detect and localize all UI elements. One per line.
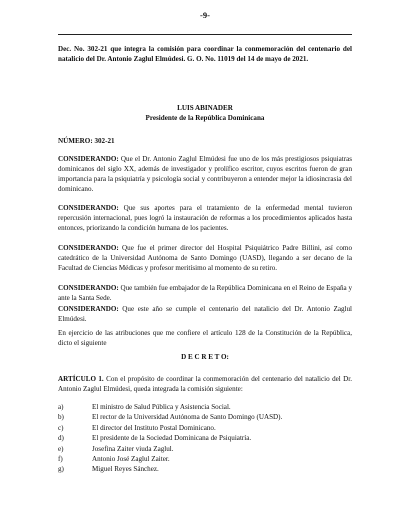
article-label: ARTÍCULO 1. [58,375,104,383]
considerando-label: CONSIDERANDO: [58,284,119,292]
considerando-4 [58,283,352,303]
item-text: Antonio José Zaglul Zaiter. [92,455,170,464]
article-text: Con el propósito de coordinar la conmemoración del centenario del natalicio del Dr. Antonio Zaglul Elmúdesi, queda integrada la comisión siguiente: [58,375,353,393]
item-letter: g) [58,465,64,474]
considerando-text: Que también fue embajador de la República Dominicana en el Reino de España y ante la Santa Sede. [58,284,352,302]
considerando-2 [58,203,352,233]
item-letter: f) [58,455,63,464]
item-text: El rector de la Universidad Autónoma de Santo Domingo (UASD). [92,413,283,422]
article-1 [58,374,352,394]
list-item [58,412,352,422]
item-text: El director del Instituto Postal Dominicano. [92,423,216,432]
item-letter: a) [58,403,64,411]
considerando-label: CONSIDERANDO: [58,305,119,313]
considerando-3 [58,243,352,273]
considerando-text: Que sus aportes para el tratamiento de la enfermedad mental tuvieron repercusión internacional, pues logró la instauración de reformas a los procedimientos aplicados hasta entonces, priorizando la condición humana de los pacientes. [58,204,352,232]
item-text: El presidente de la Sociedad Dominicana de Psiquiatría. [92,434,252,443]
commission-members [58,402,352,475]
signer-name: LUIS ABINADER [177,104,233,112]
item-letter: b) [58,413,64,422]
considerando-label: CONSIDERANDO: [58,155,119,163]
list-item [58,423,352,433]
item-letter: d) [58,434,64,443]
item-text: Josefina Zaiter viuda Zaglul. [92,444,174,453]
considerando-1 [58,154,352,194]
considerando-text: Que fue el primer director del Hospital Psiquiátrico Padre Billini, así como catedrático de la Universidad Autónoma de Santo Domingo (UASD), llegando a ser decano de la Facultad de Ciencias Médicas y profesor meritísimo al momento de su retiro. [58,244,352,272]
decree-number: NÚMERO: 302-21 [58,137,115,145]
item-text: Miguel Reyes Sánchez. [92,465,159,474]
decree-title: Dec. No. 302-21 que integra la comisión para coordinar la conmemoración del centenario del natalicio del Dr. Antonio Zaglul Elmúdesi. G. O. No. 11019 del 14 de mayo de 2021. [58,45,352,63]
page-number: -9- [200,10,210,20]
header-rule [58,34,352,35]
members-list [58,402,352,475]
considerando-5 [58,304,352,324]
item-text: El ministro de Salud Pública y Asistencia Social. [92,403,231,411]
list-item [58,454,352,464]
list-item [58,464,352,474]
decree-heading: D E C R E T O: [181,353,229,361]
list-item [58,402,352,412]
list-item [58,444,352,454]
list-item [58,433,352,443]
considerando-text: Que este año se cumple el centenario del natalicio del Dr. Antonio Zaglul Elmúdesi. [58,305,352,323]
item-letter: c) [58,423,64,432]
considerando-label: CONSIDERANDO: [58,244,119,252]
considerando-text: Que el Dr. Antonio Zaglul Elmúdesi fue uno de los más prestigiosos psiquiatras dominicanos del siglo XX, además de investigador y prolífico escritor, cuyos escritos fueron de gran importancia para la psiquiatría y psicología social y contribuyeron a entender mejor la idiosincrasia del dominicano. [58,155,352,193]
signer-block [0,103,410,123]
considerando-label: CONSIDERANDO: [58,204,119,212]
item-letter: e) [58,444,64,453]
signer-title: Presidente de la República Dominicana [145,114,265,122]
preamble: En ejercicio de las atribuciones que me confiere el artículo 128 de la Constitución de la República, dicto el siguiente [58,329,352,347]
